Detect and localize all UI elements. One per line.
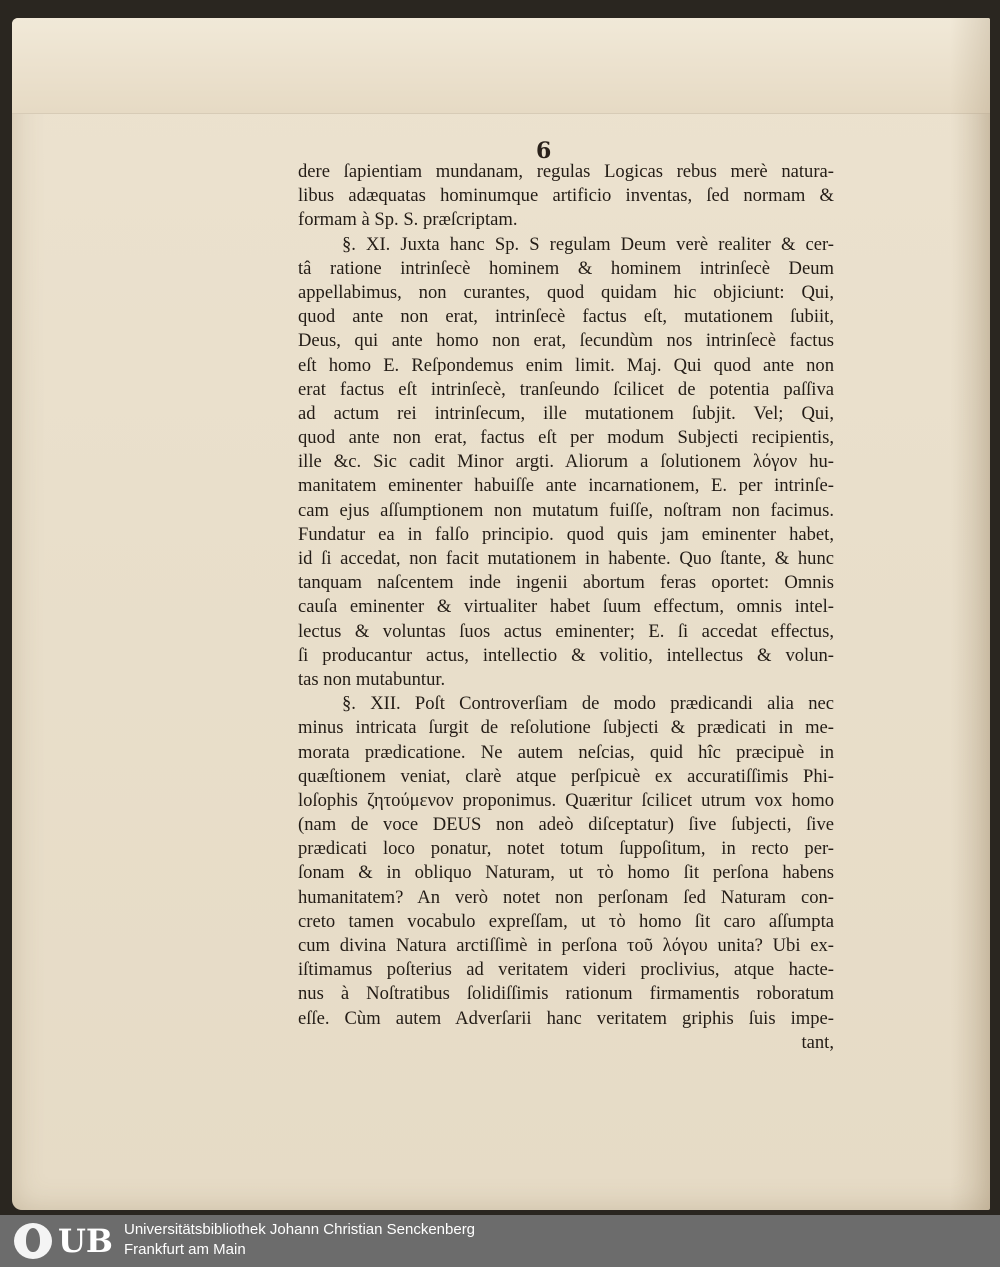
text-line: cam ejus aſſumptionem non mutatum fuiſſe, noſtram non facimus.: [298, 499, 834, 521]
text-line: prædicati loco ponatur, notet totum ſuppoſitum, in recto per-: [298, 838, 834, 860]
paper-fold: [12, 18, 990, 114]
library-footer: [0, 1215, 1000, 1267]
text-line: humanitatem? An verò notet non perſonam ſed Naturam con-: [298, 886, 834, 908]
portrait-silhouette: [26, 1228, 40, 1252]
text-line: loſophis ζητούμενον proponimus. Quæritur ſcilicet utrum vox homo: [298, 789, 834, 811]
text-line: tas non mutabuntur.: [298, 668, 446, 690]
text-line: libus adæquatas hominumque artificio inventas, ſed normam &: [298, 185, 834, 207]
text-line: id ſi accedat, non facit mutationem in habente. Quo ſtante, & hunc: [298, 548, 834, 569]
text-line: ſi producantur actus, intellectio & volitio, intellectus & volun-: [298, 644, 834, 666]
catchword: tant,: [801, 1031, 834, 1053]
text-line: (nam de voce DEUS non adeò diſceptatur) ſive ſubjecti, ſive: [298, 814, 834, 836]
text-line: cum divina Natura arctiſſimè in perſona τοῦ λόγου unita? Ubi ex-: [298, 935, 834, 956]
page-number: 6: [536, 138, 552, 164]
text-line: ad actum rei intrinſecum, ille mutationem ſubjit. Vel; Qui,: [298, 402, 834, 424]
text-line: quæſtionem veniat, clarè atque perſpicuè ex accuratiſſimis Phi-: [298, 765, 834, 787]
text-line: dere ſapientiam mundanam, regulas Logicas rebus merè natura-: [298, 161, 834, 182]
text-line: Fundatur ea in falſo principio. quod quis jam eminenter habet,: [298, 523, 834, 545]
text-line: quod ante non erat, intrinſecè factus eſt, mutationem ſubiit,: [298, 306, 834, 328]
text-line: appellabimus, non curantes, quod quidam hic objiciunt: Qui,: [298, 281, 834, 303]
text-line: iſtimamus poſterius ad veritatem videri proclivius, atque hacte-: [298, 959, 834, 981]
text-line: quod ante non erat, factus eſt per modum Subjecti recipientis,: [298, 427, 834, 449]
text-line: manitatem eminenter habuiſſe ante incarnationem, E. per intrinſe-: [298, 475, 834, 497]
portrait-icon: [14, 1223, 52, 1259]
paper-edge-shadow: [950, 18, 990, 1210]
ub-logo-text: UB: [58, 1222, 113, 1260]
text-line: morata prædicatione. Ne autem neſcias, quid hîc præcipuè in: [298, 741, 834, 763]
text-line: cauſa eminenter & virtualiter habet ſuum effectum, omnis intel-: [298, 596, 834, 618]
library-name: Universitätsbibliothek Johann Christian Senckenberg: [124, 1221, 476, 1238]
text-line: §. XI. Juxta hanc Sp. S regulam Deum verè realiter & cer-: [342, 233, 834, 255]
text-line: tanquam naſcentem inde ingenii abortum feras oportet: Omnis: [298, 572, 834, 594]
page-body-text: [298, 160, 834, 1055]
text-line: lectus & voluntas ſuos actus eminenter; E. ſi accedat effectus,: [298, 620, 834, 642]
text-line: ſonam & in obliquo Naturam, ut τὸ homo ſit perſona habens: [298, 862, 834, 884]
text-line: eſt homo E. Reſpondemus enim limit. Maj. Qui quod ante non: [298, 354, 834, 376]
text-line: nus à Noſtratibus ſolidiſſimis rationum firmamentis roboratum: [298, 983, 834, 1005]
text-line: erat factus eſt intrinſecè, tranſeundo ſcilicet de potentia paſſiva: [298, 378, 834, 400]
library-location: Frankfurt am Main: [124, 1241, 246, 1258]
text-line: creto tamen vocabulo expreſſam, ut τὸ homo ſit caro aſſumpta: [298, 910, 834, 932]
library-logo[interactable]: [6, 1221, 116, 1261]
text-line: eſſe. Cùm autem Adverſarii hanc veritatem griphis ſuis impe-: [298, 1007, 834, 1029]
text-line: ille &c. Sic cadit Minor argti. Aliorum a ſolutionem λόγον hu-: [298, 451, 834, 473]
text-line: tâ ratione intrinſecè hominem & hominem intrinſecè Deum: [298, 257, 834, 279]
text-line: §. XII. Poſt Controverſiam de modo prædicandi alia nec: [342, 693, 834, 715]
text-line: formam à Sp. S. præſcriptam.: [298, 209, 518, 231]
text-line: Deus, qui ante homo non erat, ſecundùm nos intrinſecè factus: [298, 330, 834, 352]
text-line: minus intricata ſurgit de reſolutione ſubjecti & prædicati in me-: [298, 717, 834, 739]
